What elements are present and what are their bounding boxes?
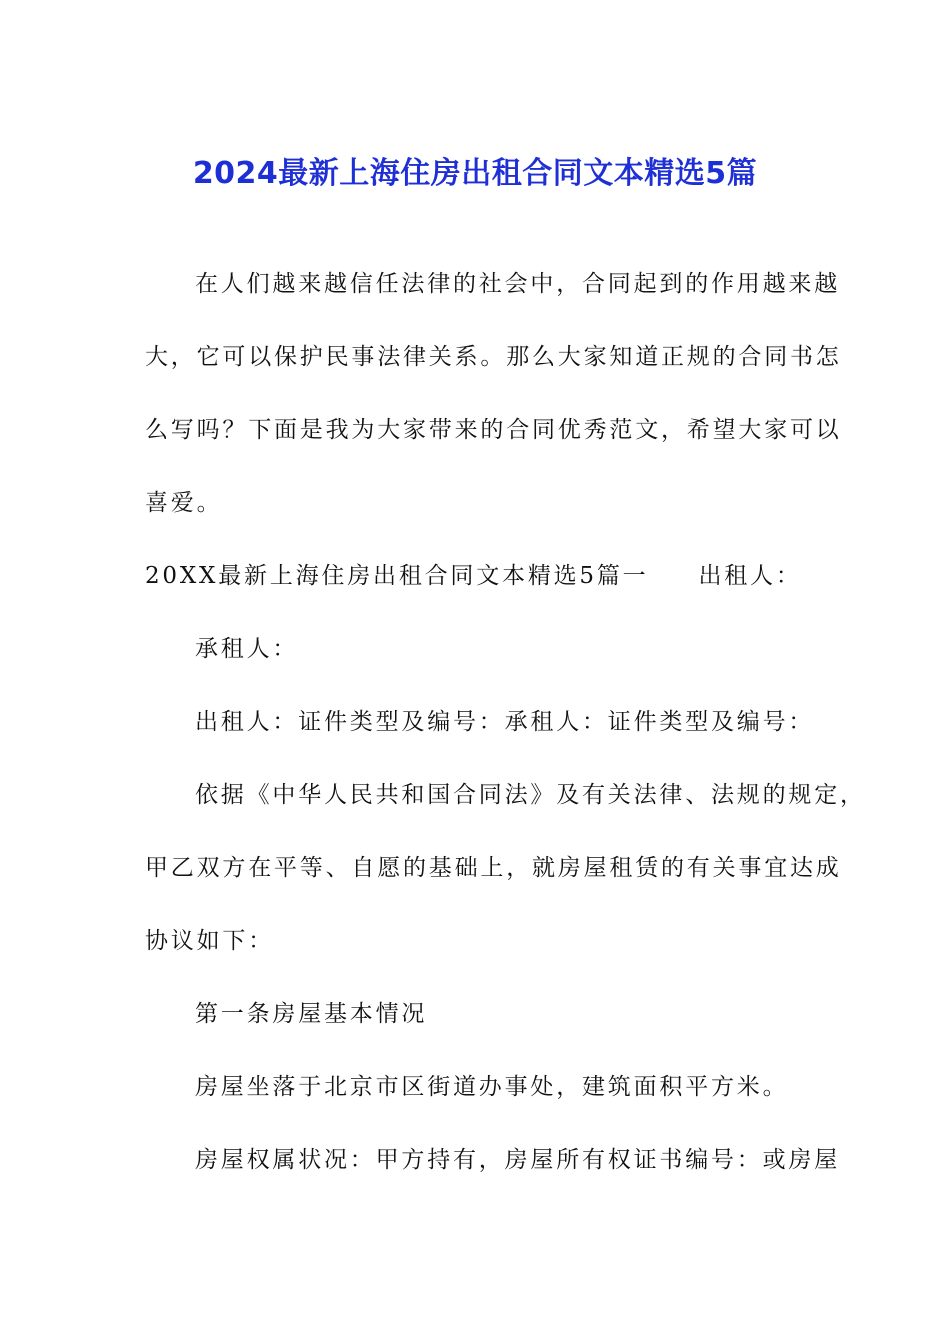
lessor-label: 出租人： — [698, 563, 802, 589]
section-heading-line — [145, 540, 820, 613]
basis-line-2: 甲乙双方在平等、自愿的基础上，就房屋租赁的有关事宜达成 — [145, 855, 842, 881]
basis-line-1: 依据《中华人民共和国合同法》及有关法律、法规的规定， — [195, 782, 866, 808]
ownership-status-line: 房屋权属状况：甲方持有，房屋所有权证书编号：或房屋 — [195, 1147, 840, 1173]
section-heading: 20XX最新上海住房出租合同文本精选5篇一 — [145, 563, 649, 589]
intro-line-1: 在人们越来越信任法律的社会中，合同起到的作用越来越 — [195, 271, 840, 297]
house-location-line: 房屋坐落于北京市区街道办事处，建筑面积平方米。 — [195, 1074, 789, 1100]
id-type-line: 出租人：证件类型及编号：承租人：证件类型及编号： — [195, 709, 815, 735]
intro-line-3: 么写吗？下面是我为大家带来的合同优秀范文，希望大家可以 — [145, 417, 842, 443]
intro-line-2: 大，它可以保护民事法律关系。那么大家知道正规的合同书怎 — [145, 344, 842, 370]
document-body — [145, 248, 866, 1197]
page-title: 2024最新上海住房出租合同文本精选5篇 — [192, 156, 758, 192]
lessee-label: 承租人： — [195, 636, 299, 662]
article-1-title: 第一条房屋基本情况 — [195, 1001, 428, 1027]
basis-line-3: 协议如下： — [145, 928, 274, 954]
intro-line-4: 喜爱。 — [145, 490, 223, 516]
